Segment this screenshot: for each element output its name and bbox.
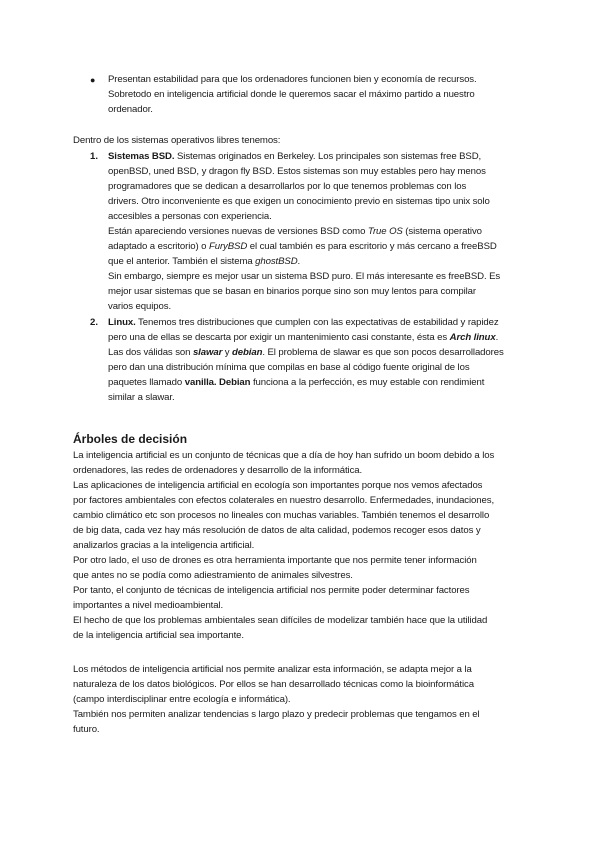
body-line: que antes no se podía como adiestramiento de animales silvestres. <box>73 570 353 581</box>
body-line: Las aplicaciones de inteligencia artificial en ecología son importantes porque nos vemos afectados <box>73 480 483 491</box>
list-number: 1. <box>90 151 99 162</box>
list-item-line: Las dos válidas son slawar y debian. El problema de slawar es que son pocos desarrolladores <box>108 347 504 358</box>
list-item-line: pero una de ellas se descarta por exigir un mantenimiento casi constante, ésta es Arch linux. <box>108 332 499 343</box>
list-item-line: adaptado a escritorio) o FuryBSD el cual también es para escritorio y más cercano a freeBSD <box>108 241 497 252</box>
body-line: importantes a nivel medioambiental. <box>73 600 224 611</box>
body-line: Por tanto, el conjunto de técnicas de inteligencia artificial nos permite poder determinar factores <box>73 585 470 596</box>
body-line: de big data, cada vez hay más resolución de datos de alta calidad, podemos recoger esos datos y <box>73 525 481 536</box>
body-line: cambio climático etc son procesos no lineales con muchas variables. También tenemos el desarrollo <box>73 510 490 521</box>
body-line: También nos permiten analizar tendencias s largo plazo y predecir problemas que tengamos en el <box>73 709 480 720</box>
body-line: futuro. <box>73 724 100 735</box>
body-line: de la inteligencia artificial sea importante. <box>73 630 244 641</box>
list-item-line: Sistemas BSD. Sistemas originados en Berkeley. Los principales son sistemas free BSD, <box>108 151 482 162</box>
bullet-line: ordenador. <box>108 104 153 115</box>
bullet-icon: ● <box>90 75 96 85</box>
list-number: 2. <box>90 317 99 328</box>
bullet-line: Sobretodo en inteligencia artificial donde le queremos sacar el máximo partido a nuestro <box>108 89 475 100</box>
list-item-line: programadores que se dedican a desarrollarlos por lo que tenemos problemas con los <box>108 181 467 192</box>
intro-text: Dentro de los sistemas operativos libres tenemos: <box>73 135 281 146</box>
list-item-title: Sistemas BSD. <box>108 151 175 162</box>
body-line: Por otro lado, el uso de drones es otra herramienta importante que nos permite tener información <box>73 555 477 566</box>
list-item-line: paquetes llamado vanilla. Debian funciona a la perfección, es muy estable con rendimient <box>108 377 485 388</box>
body-line: por factores ambientales con efectos colaterales en nuestro desarrollo. Enfermedades, inundaciones, <box>73 495 495 506</box>
body-line: Los métodos de inteligencia artificial nos permite analizar esta información, se adapta mejor a la <box>73 664 472 675</box>
list-item-line: accesibles a personas con experiencia. <box>108 211 272 222</box>
body-line: analizarlos gracias a la inteligencia artificial. <box>73 540 255 551</box>
list-item-line: que el anterior. También el sistema ghostBSD. <box>108 256 301 267</box>
section-heading: Árboles de decisión <box>73 432 188 446</box>
list-item-line: pero dan una distribución mínima que compilas en base al código fuente original de los <box>108 362 470 373</box>
body-line: naturaleza de los datos biológicos. Por ellos se han desarrollado técnicas como la bioinformática <box>73 679 474 690</box>
list-item-line: varios equipos. <box>108 301 172 312</box>
list-item-line: Están apareciendo versiones nuevas de versiones BSD como True OS (sistema operativo <box>108 226 482 237</box>
list-item-title: Linux. <box>108 317 136 328</box>
list-item-line: Linux. Tenemos tres distribuciones que cumplen con las expectativas de estabilidad y rapidez <box>108 317 499 328</box>
body-line: ordenadores, las redes de ordenadores y desarrollo de la informática. <box>73 465 363 476</box>
body-line: La inteligencia artificial es un conjunto de técnicas que a día de hoy han sufrido un boom debido a los <box>73 450 495 461</box>
list-item-line: mejor usar sistemas que se basan en binarios porque sino son muy lentos para compilar <box>108 286 476 297</box>
list-item-line: drivers. Otro inconveniente es que exigen un conocimiento previo en sistemas tipo unix solo <box>108 196 490 207</box>
list-item-line: Sin embargo, siempre es mejor usar un sistema BSD puro. El más interesante es freeBSD. Es <box>108 271 501 282</box>
bullet-line: Presentan estabilidad para que los ordenadores funcionen bien y economía de recursos. <box>108 74 477 85</box>
body-line: (campo interdisciplinar entre ecología e informática). <box>73 694 291 705</box>
body-line: El hecho de que los problemas ambientales sean difíciles de modelizar también hace que la utilidad <box>73 615 488 626</box>
list-item-line: openBSD, uned BSD, y dragon fly BSD. Estos sistemas son muy estables pero hay menos <box>108 166 486 177</box>
list-item-line: similar a slawar. <box>108 392 175 403</box>
